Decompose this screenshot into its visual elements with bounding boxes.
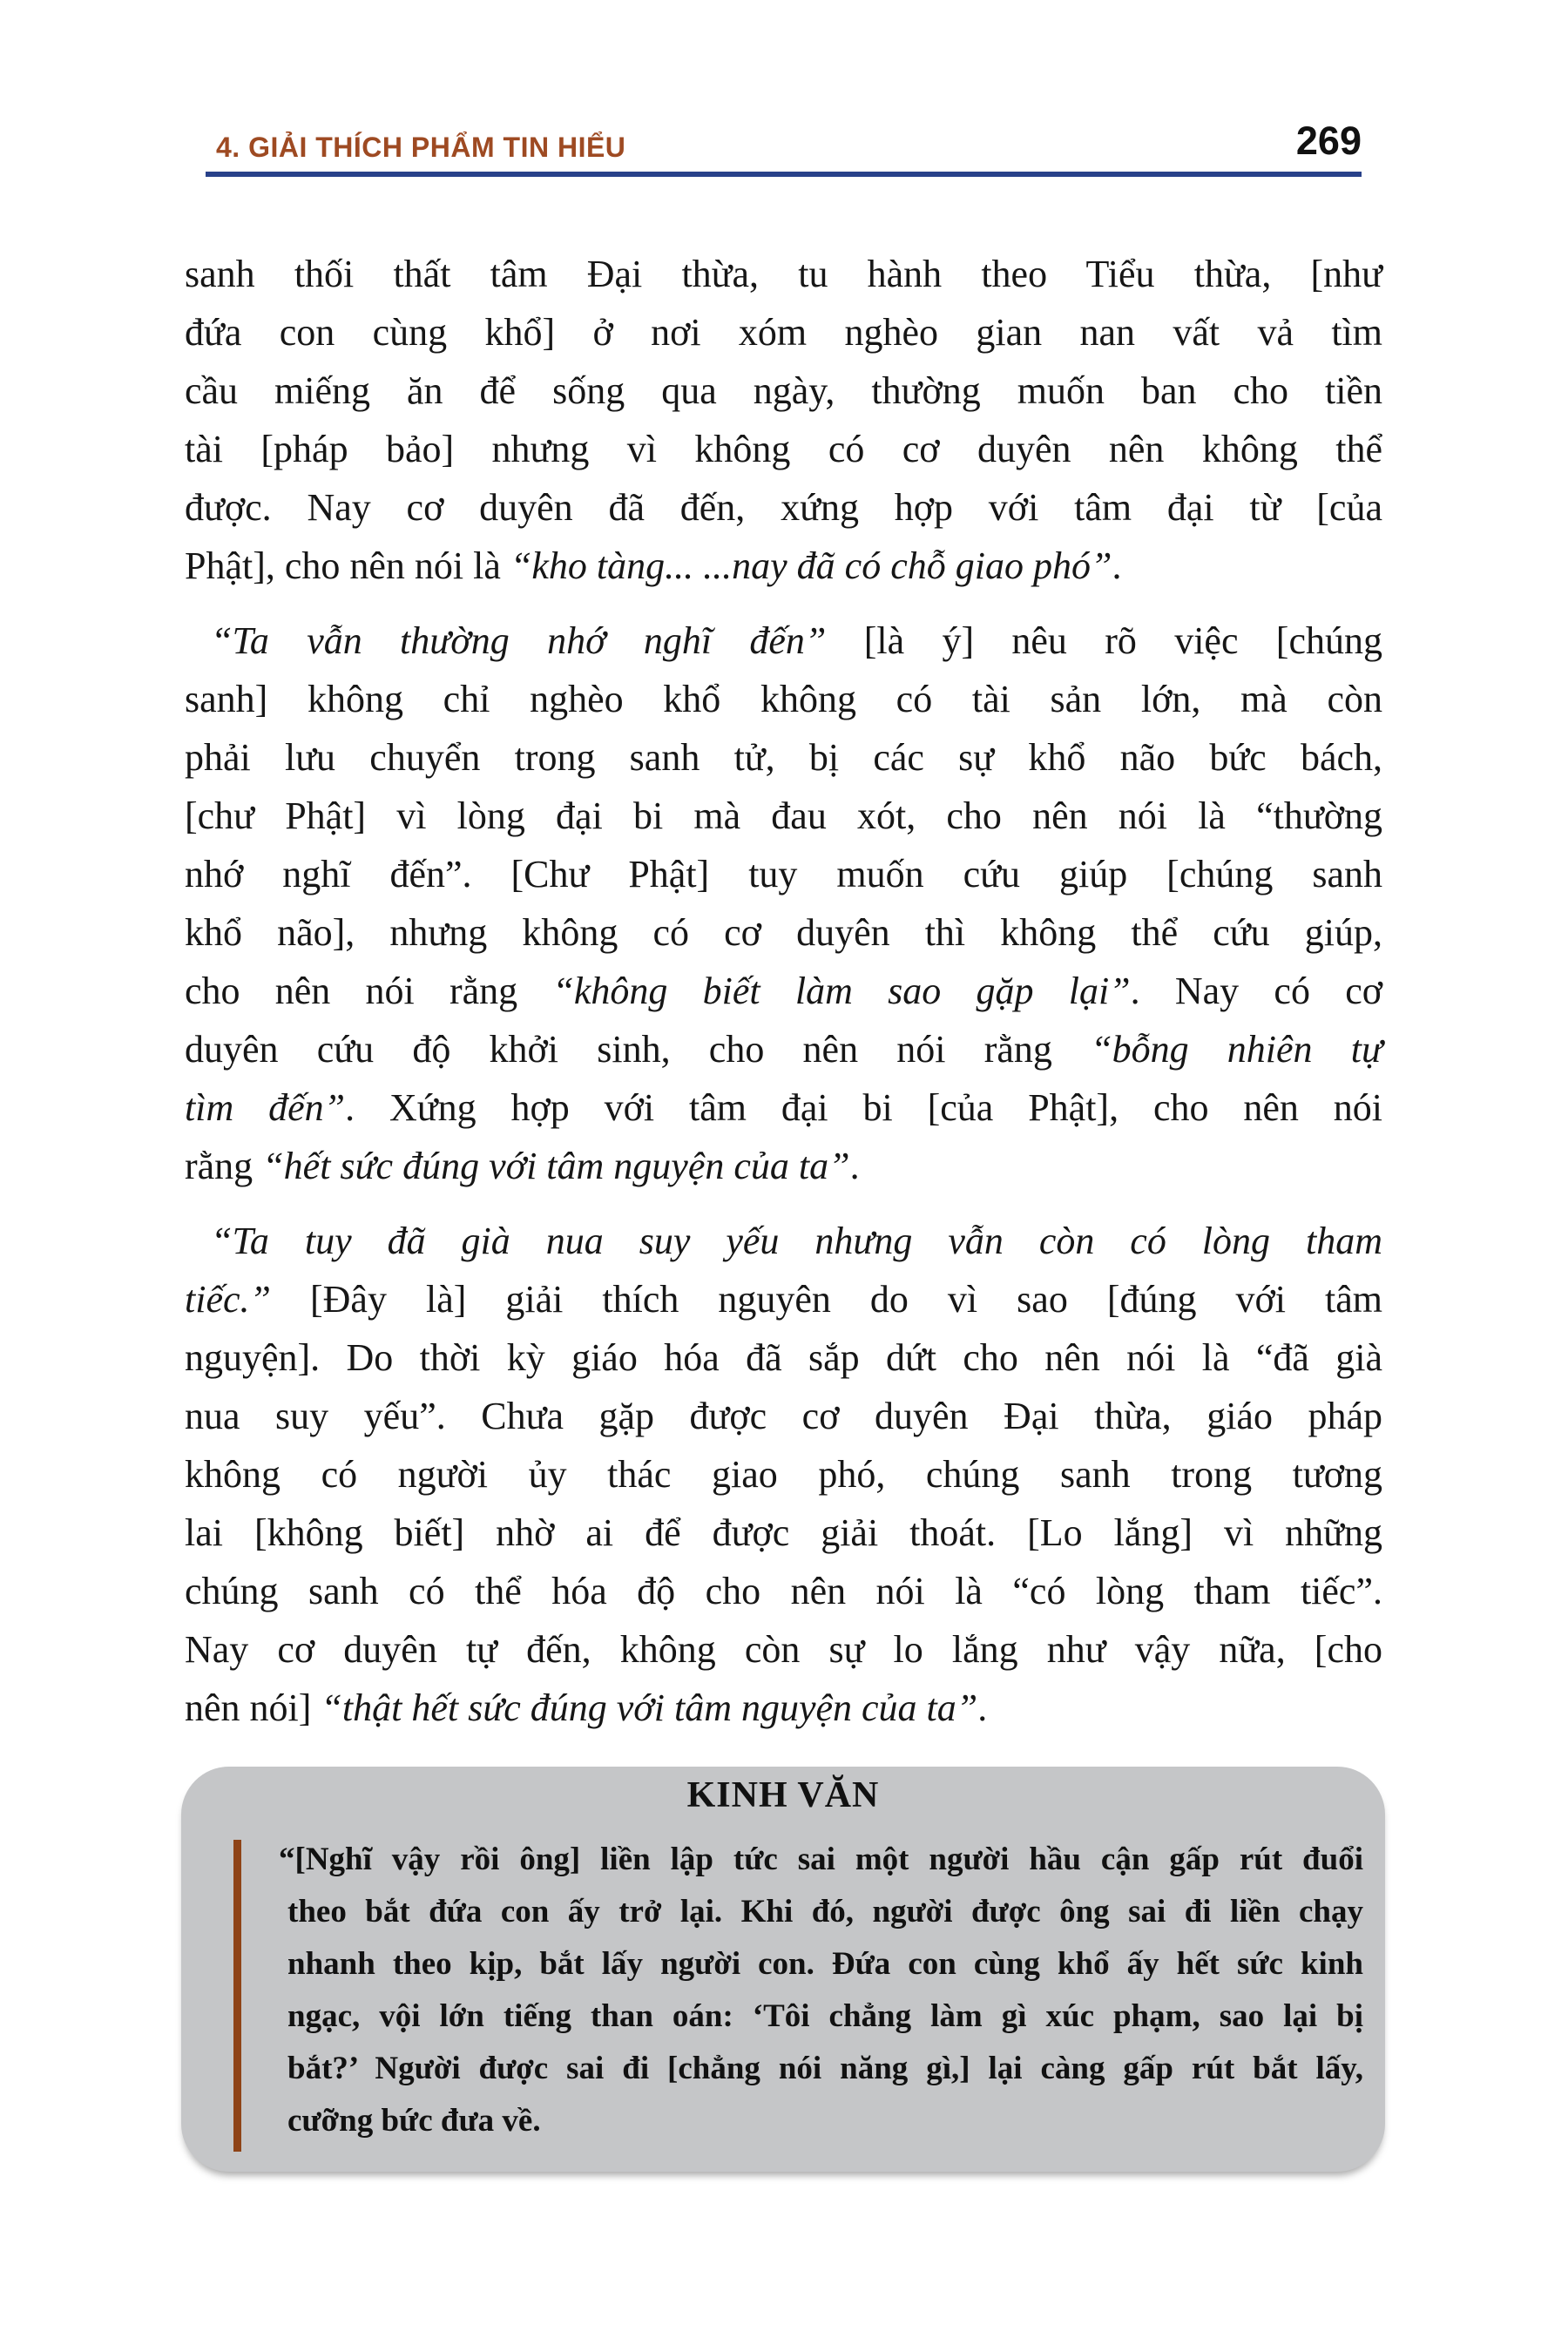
text-line: nguyện]. Do thời kỳ giáo hóa đã sắp dứt cho nên nói là “đã già bbox=[185, 1336, 1382, 1379]
kinh-van-line: theo bắt đứa con ấy trở lại. Khi đó, người được ông sai đi liền chạy bbox=[287, 1894, 1363, 1930]
kinh-van-title: KINH VĂN bbox=[686, 1775, 880, 1815]
text-line: “Ta vẫn thường nhớ nghĩ đến” [là ý] nêu rõ việc [chúng bbox=[211, 619, 1382, 662]
chapter-title: 4. GIẢI THÍCH PHẨM TIN HIỂU bbox=[216, 132, 626, 163]
paragraph bbox=[185, 1212, 1382, 1737]
text-line: “Ta tuy đã già nua suy yếu nhưng vẫn còn có lòng tham bbox=[211, 1220, 1382, 1262]
text-line: cầu miếng ăn để sống qua ngày, thường muốn ban cho tiền bbox=[185, 369, 1382, 412]
text-line: Phật], cho nên nói là “kho tàng... ...nay đã có chỗ giao phó”. bbox=[185, 544, 1122, 587]
paragraph bbox=[185, 612, 1382, 1195]
kinh-van-body bbox=[233, 1834, 1363, 2152]
text-line: nhớ nghĩ đến”. [Chư Phật] tuy muốn cứu giúp [chúng sanh bbox=[185, 853, 1382, 896]
text-line: tài [pháp bảo] nhưng vì không có cơ duyên nên không thể bbox=[185, 428, 1382, 470]
text-line: phải lưu chuyển trong sanh tử, bị các sự khổ não bức bách, bbox=[185, 736, 1382, 779]
text-line: Nay cơ duyên tự đến, không còn sự lo lắng như vậy nữa, [cho bbox=[185, 1628, 1382, 1671]
kinh-van-box bbox=[181, 1767, 1385, 2172]
text-line: cho nên nói rằng “không biết làm sao gặp lại”. Nay có cơ bbox=[185, 970, 1382, 1012]
kinh-van-text bbox=[279, 1834, 1363, 2147]
page-number: 269 bbox=[1295, 118, 1362, 163]
text-line: tìm đến”. Xứng hợp với tâm đại bi [của Phật], cho nên nói bbox=[185, 1086, 1382, 1129]
text-line: lai [không biết] nhờ ai để được giải thoát. [Lo lắng] vì những bbox=[185, 1511, 1382, 1554]
kinh-van-line: cưỡng bức đưa về. bbox=[287, 2103, 541, 2139]
text-line: sanh] không chỉ nghèo khổ không có tài sản lớn, mà còn bbox=[185, 678, 1382, 720]
text-line: tiếc.” [Đây là] giải thích nguyên do vì sao [đúng với tâm bbox=[185, 1278, 1382, 1321]
quote-accent-bar bbox=[233, 1840, 241, 2152]
kinh-van-line: nhanh theo kịp, bắt lấy người con. Đứa con cùng khổ ấy hết sức kinh bbox=[287, 1946, 1363, 1982]
text-line: nên nói] “thật hết sức đúng với tâm nguyện của ta”. bbox=[185, 1686, 988, 1729]
text-line: khổ não], nhưng không có cơ duyên thì không thể cứu giúp, bbox=[185, 911, 1382, 954]
text-line: không có người ủy thác giao phó, chúng sanh trong tương bbox=[185, 1453, 1382, 1496]
text-line: nua suy yếu”. Chưa gặp được cơ duyên Đại thừa, giáo pháp bbox=[185, 1395, 1382, 1437]
text-line: duyên cứu độ khởi sinh, cho nên nói rằng “bỗng nhiên tự bbox=[185, 1028, 1382, 1071]
text-line: được. Nay cơ duyên đã đến, xứng hợp với tâm đại từ [của bbox=[185, 486, 1382, 529]
kinh-van-line: “[Nghĩ vậy rồi ông] liền lập tức sai một người hầu cận gấp rút đuổi bbox=[279, 1842, 1363, 1877]
text-line: đứa con cùng khổ] ở nơi xóm nghèo gian nan vất vả tìm bbox=[185, 311, 1382, 354]
commentary bbox=[185, 245, 1382, 1737]
text-line: rằng “hết sức đúng với tâm nguyện của ta”. bbox=[185, 1145, 860, 1187]
paragraph bbox=[185, 245, 1382, 595]
kinh-van-line: bắt?’ Người được sai đi [chẳng nói năng gì,] lại càng gấp rút bắt lấy, bbox=[287, 2051, 1363, 2086]
text-line: sanh thối thất tâm Đại thừa, tu hành theo Tiểu thừa, [như bbox=[185, 253, 1382, 295]
text-line: chúng sanh có thể hóa độ cho nên nói là “có lòng tham tiếc”. bbox=[185, 1570, 1382, 1612]
text-line: [chư Phật] vì lòng đại bi mà đau xót, cho nên nói là “thường bbox=[185, 794, 1382, 837]
kinh-van-line: ngạc, vội lớn tiếng than oán: ‘Tôi chẳng làm gì xúc phạm, sao lại bị bbox=[287, 1998, 1363, 2034]
header-rule bbox=[206, 172, 1362, 177]
